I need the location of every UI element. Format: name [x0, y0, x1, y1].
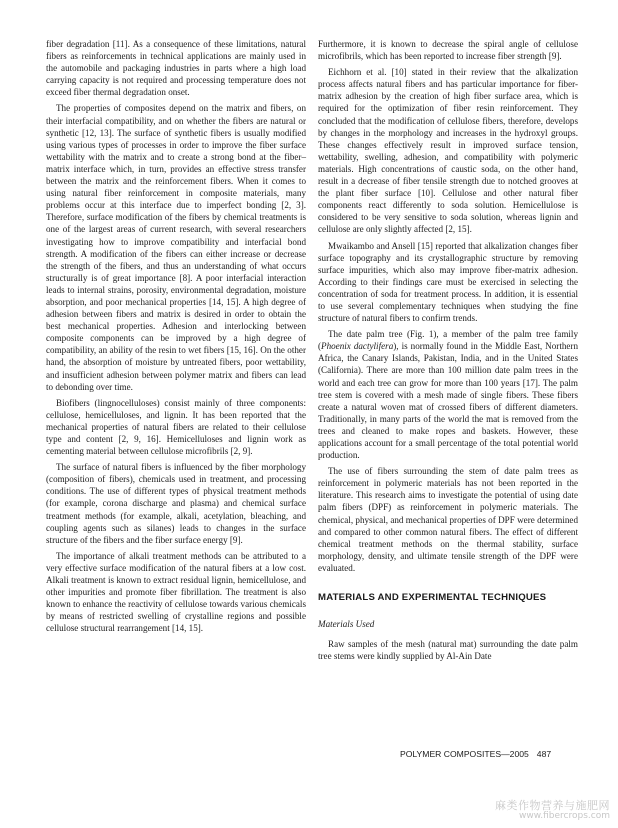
left-column: [46, 38, 306, 639]
subsection-heading: Materials Used: [318, 619, 375, 630]
text-span: ), is normally found in the Middle East, Northern Africa, the Canary Islands, Pakistan, India, and in the United States (California). There are more than 100 million date palm trees in the world and each tree can grow for more than 100 years [17]. The palm tree stem is covered with a mesh made of single fibers. These fibers create a natural woven mat of crossed fibers of different diameters. Traditionally, in many parts of the world the mat is removed from the trees and cleaned to make ropes and baskets. However, these applications account for a small percentage of the total potential world production.: [318, 341, 579, 461]
paragraph: The importance of alkali treatment methods can be attributed to a very effective surface modification of the natural fibers at a low cost. Alkali treatment is known to extract residual lignin, hemicellulose, and other impurities and promote fiber fibrillation. The treatment is also known to enhance the reactivity of cellulose towards various chemicals by means of restricted swelling of crystalline regions and possible cellulose structural rearrangement [14, 15].: [46, 550, 306, 634]
paragraph: Biofibers (lingnocelluloses) consist mainly of three components: cellulose, hemicelluloses, and lignin. It has been reported that the mechanical properties of natural fibers are related to their cellulose type and content [2, 9, 16]. Hemicelluloses and lignin work as cementing material between cellulose microfibrils [2, 9].: [46, 397, 306, 457]
date-palm-paragraph: [318, 328, 578, 461]
paragraph: Eichhorn et al. [10] stated in their review that the alkalization process affects natural fibers and has particular importance for fiber-matrix adhesion by the creation of high fiber surface area, which is required for the optimization of fiber resin reinforcement. They concluded that the modification of cellulose fibers, therefore, develops by changes in the morphology and increases in the hydroxyl groups. These changes effectively result in improved surface tension, wettability, swelling, adhesion, and compatibility with polymeric materials. High concentrations of caustic soda, on the other hand, result in a decrease of fiber tensile strength due to notched grooves at the plant fiber surface [10]. Cellulose and other natural fiber components react differently to soda solution. Hemicellulose is considered to be very sensitive to soda solution, whereas lignin and cellulose are only slightly affected [2, 15].: [318, 67, 578, 235]
paragraph: The surface of natural fibers is influenced by the fiber morphology (composition of fibers), chemicals used in treatment, and processing conditions. The use of different types of physical treatment methods (for example, corona discharge and plasma) and chemical surface treatment methods (for example, alkali, acetylation, bleaching, and coupling agents such as silanes) leads to changes in the surface structure of the fibers and the fiber surface energy [9].: [46, 462, 306, 545]
paragraph: The properties of composites depend on the matrix and fibers, on their interfacial compatibility, and on whether the fibers are natural or synthetic [12, 13]. The surface of synthetic fibers is usually modified using various types of processes in order to improve the fiber surface wettability with the matrix and to create a strong bond at the fiber–matrix interface which, in turn, provides an effective stress transfer between the matrix and the reinforcement fibers. When it comes to using natural fiber reinforcement in composite materials, many problems occur at this interface due to imperfect bonding [2, 3]. Therefore, surface modification of the fibers by chemical treatments is one of the largest areas of current research, with several researchers investigating how to improve compatibility and interfacial bond strength. A modification of the fibers can either increase or decrease the strength of the fibers, and thus an understanding of what occurs structurally is of great importance [8]. A poor interfacial interaction leads to internal strains, porosity, environmental degradation, moisture absorption, and poor mechanical properties [14, 15]. A high degree of adhesion between fibers and matrix is desired in order to obtain the best mechanical properties. Adhesion and interlocking between composite components can be improved by a high degree of compatibility, an ability of the resin to wet fibers [15, 16]. On the other hand, the absorption of moisture by untreated fibers, poor wettability, and insufficient adhesion between polymer matrix and fibers can lead to debonding over time.: [46, 103, 306, 392]
paragraph: fiber degradation [11]. As a consequence of these limitations, natural fibers as reinforcements in technical applications are mainly used in the automobile and packaging industries in parts where a high load carrying capacity is not required and processing temperature does not exceed fiber thermal degradation onset.: [46, 39, 306, 98]
page-footer: [400, 749, 551, 759]
right-column: [318, 38, 578, 666]
paragraph: Raw samples of the mesh (natural mat) surrounding the date palm tree stems were kindly supplied by Al-Ain Date: [318, 639, 578, 662]
species-name: Phoenix dactylifera: [321, 341, 394, 352]
journal-name: POLYMER COMPOSITES—2005: [400, 749, 529, 759]
watermark-text: 麻类作物营养与施肥网: [495, 799, 610, 812]
watermark-url: www.fibercrops.com: [519, 811, 610, 821]
page-number: 487: [536, 749, 552, 759]
paragraph: The use of fibers surrounding the stem of date palm trees as reinforcement in polymeric materials has not been reported in the literature. This research aims to investigate the potential of using date palm fibers (DPF) as reinforcement in polymeric materials. The chemical, physical, and mechanical properties of DPF were determined and compared to other common natural fibers. The effect of different chemical treatment methods on the thermal stability, surface morphology, density, and ultimate tensile strength of the DPF were evaluated.: [318, 466, 578, 573]
paragraph: Mwaikambo and Ansell [15] reported that alkalization changes fiber surface topography and its crystallographic structure by removing surface impurities, which also may improve fiber-matrix adhesion. According to their findings care must be exercised in selecting the concentration of soda for treatment process. In addition, it is essential to use several complementary techniques when studying the fine structure of natural fibers to confirm trends.: [318, 240, 578, 324]
watermark: [495, 800, 610, 822]
text-span: The date palm tree (Fig. 1), a member of the palm tree family (: [318, 329, 578, 352]
section-heading: MATERIALS AND EXPERIMENTAL TECHNIQUES: [318, 592, 547, 604]
paragraph: Furthermore, it is known to decrease the spiral angle of cellulose microfibrils, which has been reported to increase fiber strength [9].: [318, 39, 578, 62]
